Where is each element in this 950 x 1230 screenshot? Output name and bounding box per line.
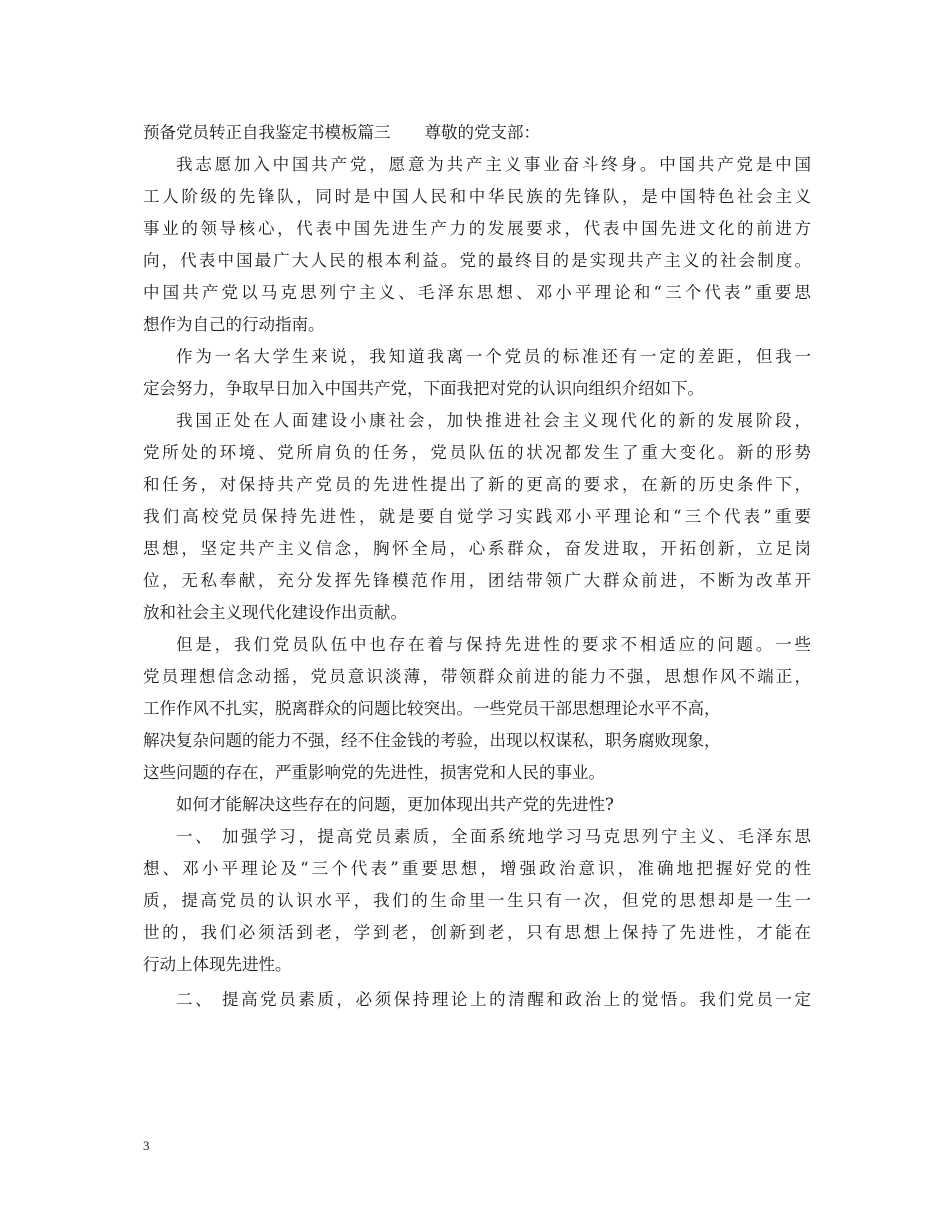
text-line: 定会努力，争取早日加入中国共产党，下面我把对党的认识向组织介绍如下。 — [143, 379, 704, 398]
text-line: 中国共产党以马克思列宁主义、毛泽东思想、邓小平理论和“三个代表”重要思 — [143, 283, 811, 302]
text-line: 行动上体现先进性。 — [143, 955, 292, 974]
text-line: 世的，我们必须活到老，学到老，创新到老，只有思想上保持了先进性，才能在 — [143, 923, 811, 942]
document-title: 预备党员转正自我鉴定书模板篇三 — [143, 123, 391, 142]
text-line: 质，提高党员的认识水平，我们的生命里一生只有一次，但党的思想却是一生一 — [143, 891, 811, 910]
text-line: 思想，坚定共产主义信念，胸怀全局，心系群众，奋发进取，开拓创新，立足岗 — [143, 539, 811, 558]
text-line: 如何才能解决这些存在的问题，更加体现出共产党的先进性? — [176, 795, 614, 814]
text-line: 我国正处在人面建设小康社会，加快推进社会主义现代化的新的发展阶段， — [176, 411, 811, 430]
text-line: 这些问题的存在，严重影响党的先进性，损害党和人民的事业。 — [143, 763, 605, 782]
page-number: 3 — [143, 1138, 150, 1153]
text-line: 一、 加强学习，提高党员素质，全面系统地学习马克思列宁主义、毛泽东思 — [176, 827, 811, 846]
text-line: 事业的领导核心，代表中国先进生产力的发展要求，代表中国先进文化的前进方 — [143, 219, 811, 238]
text-line: 想、邓小平理论及“三个代表”重要思想，增强政治意识，准确地把握好党的性 — [143, 859, 811, 878]
text-line: 位，无私奉献，充分发挥先锋模范作用，团结带领广大群众前进，不断为改革开 — [143, 571, 811, 590]
title-line — [143, 117, 811, 149]
text-line: 党所处的环境、党所肩负的任务，党员队伍的状况都发生了重大变化。新的形势 — [143, 443, 811, 462]
salutation: 尊敬的党支部： — [424, 123, 540, 142]
text-line: 放和社会主义现代化建设作出贡献。 — [143, 603, 407, 622]
text-line: 想作为自己的行动指南。 — [143, 315, 325, 334]
text-line: 解决复杂问题的能力不强，经不住金钱的考验，出现以权谋私，职务腐败现象， — [143, 731, 721, 750]
text-line: 我志愿加入中国共产党，愿意为共产主义事业奋斗终身。中国共产党是中国 — [176, 155, 811, 174]
body-text — [143, 149, 811, 1016]
text-line: 我们高校党员保持先进性，就是要自觉学习实践邓小平理论和“三个代表”重要 — [143, 507, 811, 526]
text-line: 党员理想信念动摇，党员意识淡薄，带领群众前进的能力不强，思想作风不端正， — [143, 667, 811, 686]
text-line: 作为一名大学生来说，我知道我离一个党员的标准还有一定的差距，但我一 — [176, 347, 811, 366]
text-line: 工作作风不扎实，脱离群众的问题比较突出。一些党员干部思想理论水平不高， — [143, 699, 721, 718]
text-line: 和任务，对保持共产党员的先进性提出了新的更高的要求，在新的历史条件下， — [143, 475, 811, 494]
text-line: 二、 提高党员素质，必须保持理论上的清醒和政治上的觉悟。我们党员一定 — [176, 990, 811, 1009]
text-line: 但是，我们党员队伍中也存在着与保持先进性的要求不相适应的问题。一些 — [176, 635, 811, 654]
document-body — [143, 117, 811, 1016]
text-line: 向，代表中国最广大人民的根本利益。党的最终目的是实现共产主义的社会制度。 — [143, 251, 811, 270]
text-line: 工人阶级的先锋队，同时是中国人民和中华民族的先锋队，是中国特色社会主义 — [143, 187, 811, 206]
